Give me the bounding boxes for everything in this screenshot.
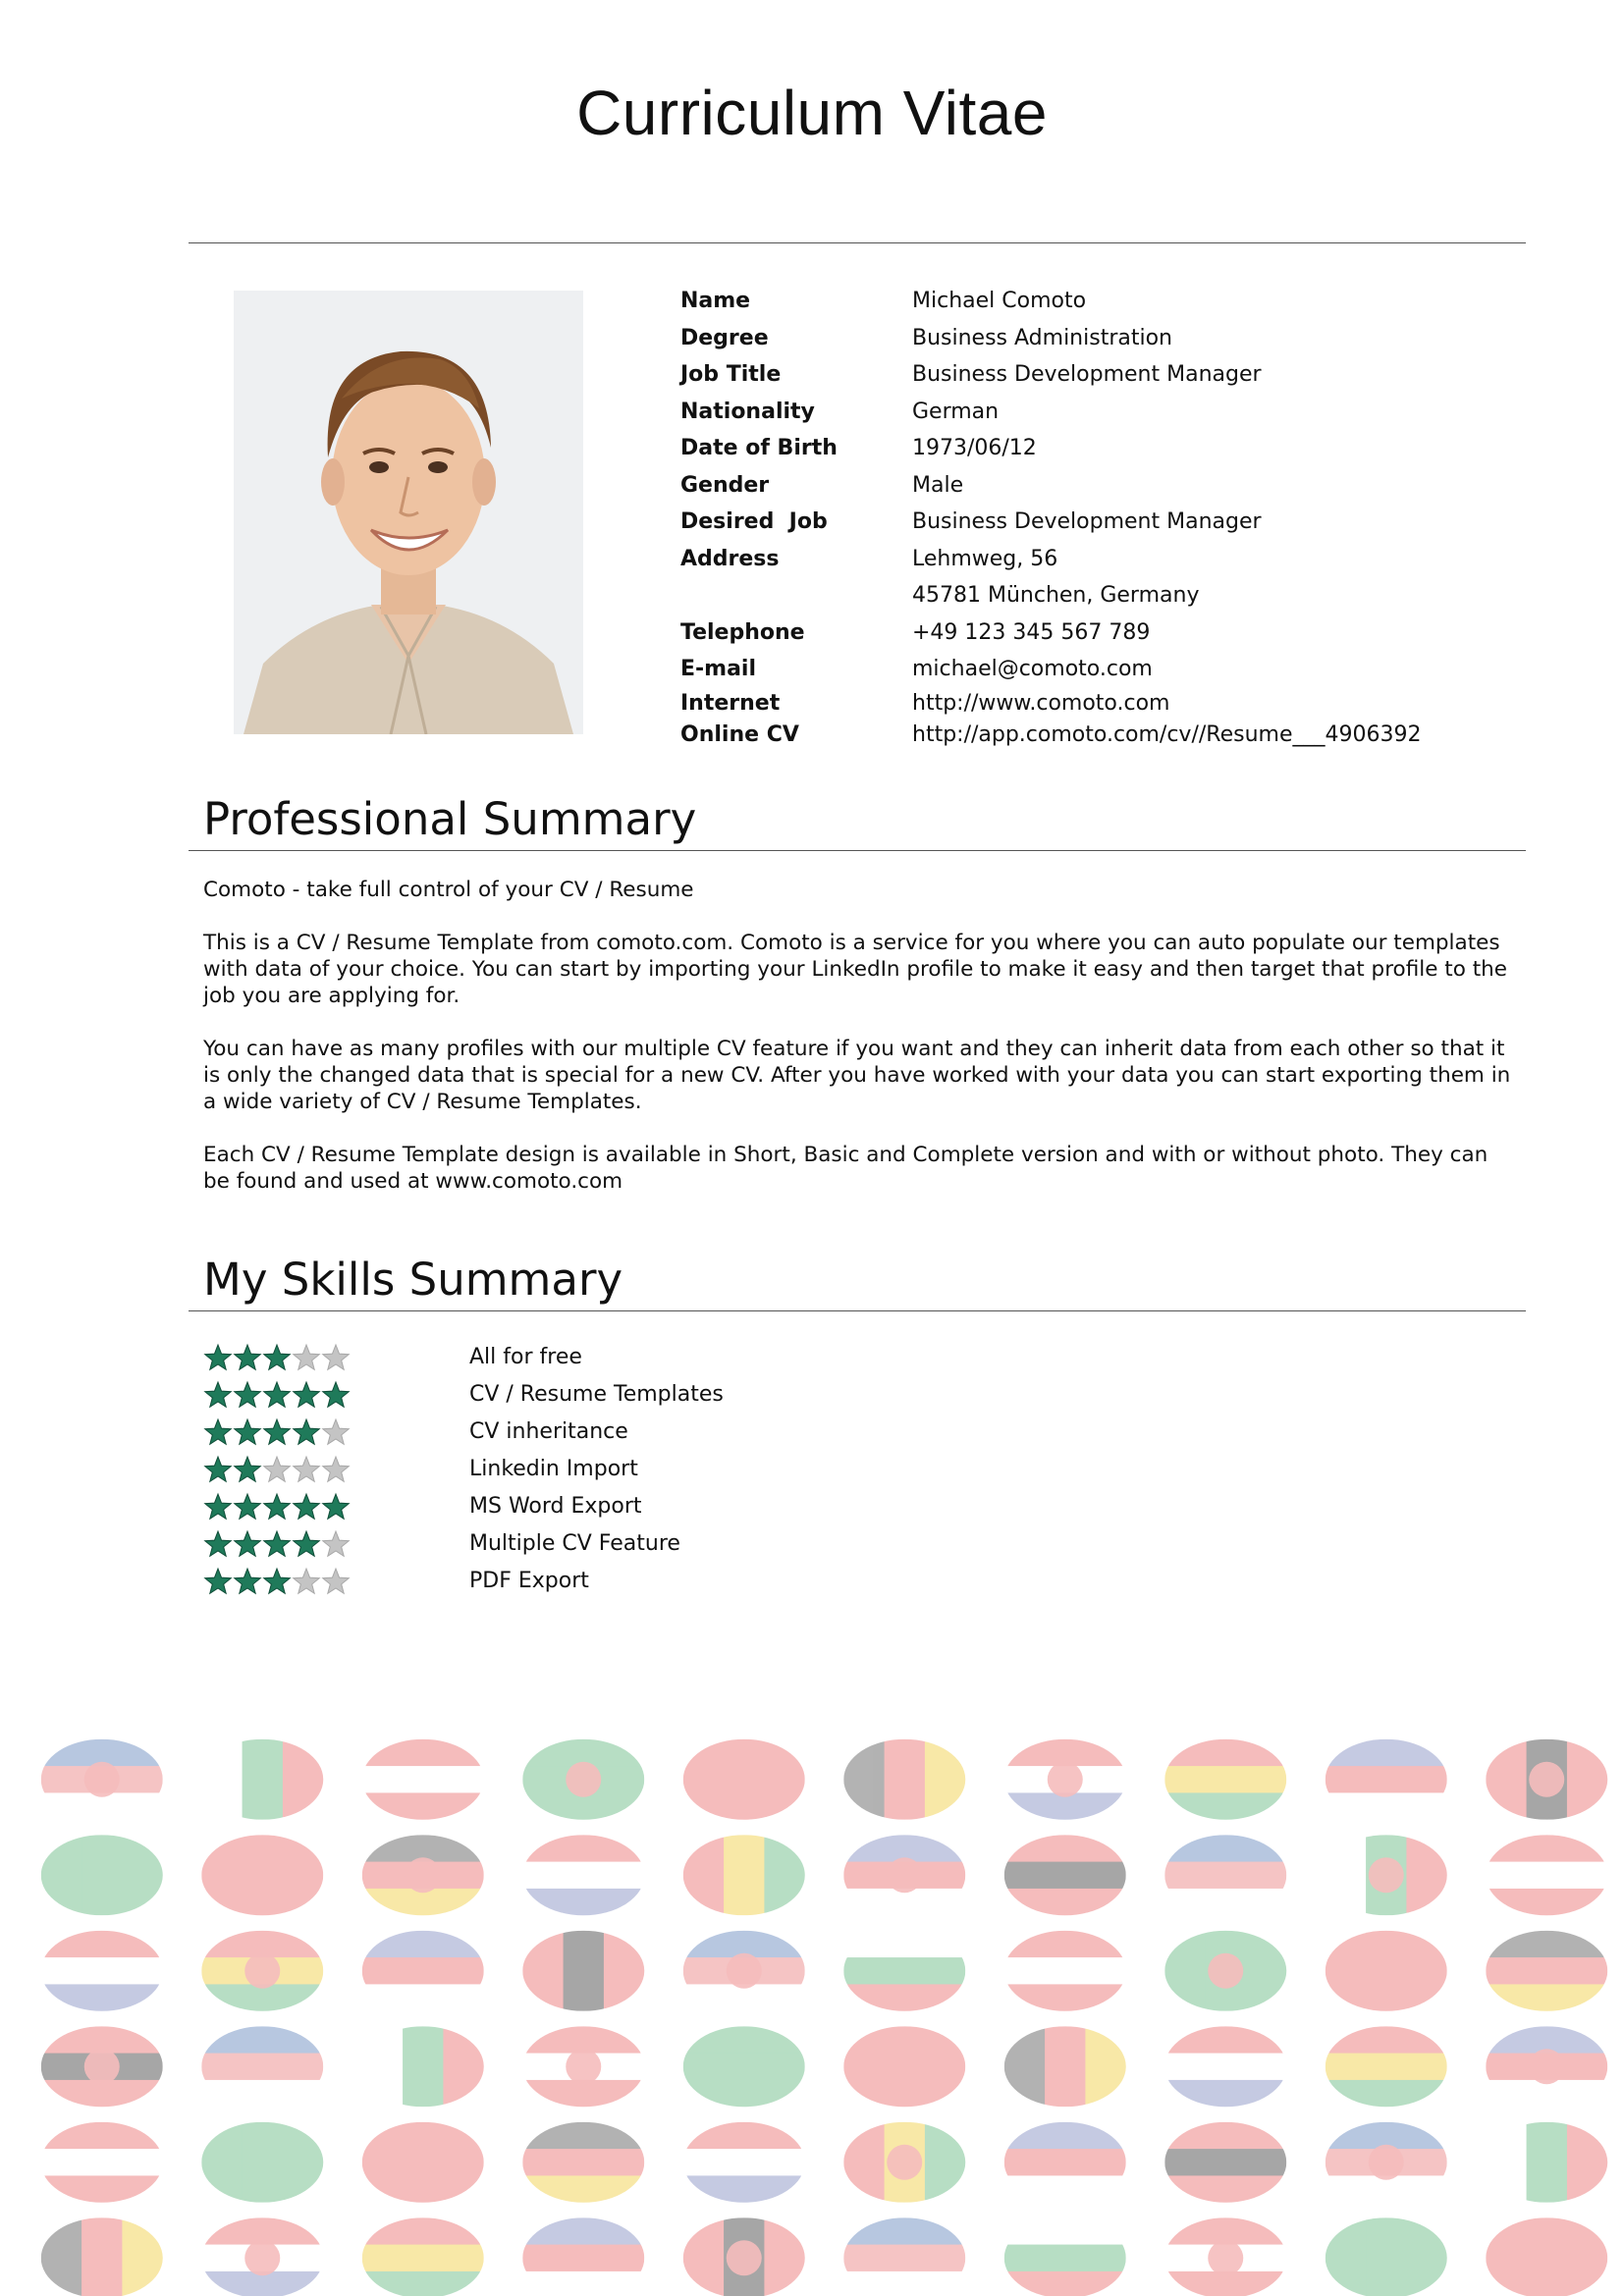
south-korea-flag-icon [522, 1835, 644, 1916]
estonia-flag-icon [201, 1931, 323, 2012]
panama-flag-icon [1164, 1835, 1286, 1916]
south-africa-flag-icon [843, 2026, 965, 2108]
star-filled-icon [205, 1419, 232, 1444]
star-empty-icon [323, 1569, 350, 1593]
star-filled-icon [294, 1382, 320, 1407]
jamaica-flag-icon [201, 1835, 323, 1916]
skill-label: Linkedin Import [469, 1457, 638, 1481]
colombia-flag-icon [41, 2026, 163, 2108]
canada-flag-icon [683, 1835, 806, 1915]
kuwait-flag-icon [1004, 1835, 1126, 1916]
detail-value: Business Development Manager [912, 509, 1262, 534]
turkey-flag-icon [683, 1739, 805, 1821]
star-filled-icon [264, 1419, 291, 1444]
skill-rating-stars [203, 1343, 351, 1372]
skill-rating-stars [203, 1567, 351, 1596]
detail-value: 1973/06/12 [912, 436, 1037, 460]
detail-label: Address [680, 546, 780, 571]
ghana-flag-icon [1164, 1739, 1286, 1821]
kuwait-flag-icon [522, 2217, 644, 2296]
uruguay-flag-icon [1486, 1931, 1607, 2012]
detail-row-internet [680, 688, 1544, 720]
skills-summary-heading: My Skills Summary [203, 1254, 623, 1306]
star-filled-icon [264, 1494, 291, 1519]
star-filled-icon [235, 1494, 261, 1519]
star-filled-icon [205, 1345, 232, 1369]
skill-rating-stars [203, 1417, 351, 1447]
kenya-flag-icon [683, 2026, 805, 2108]
summary-paragraph: This is a CV / Resume Template from comoto.com. Comoto is a service for you where you can auto populate our templates with data of your choice. You can start by importing your LinkedIn profile to make it easy and then target that profile to the job you are applying for. [203, 931, 1507, 1008]
detail-row-telephone [680, 614, 1544, 652]
detail-label: Online CV [680, 721, 799, 747]
senegal-flag-icon [1164, 2122, 1286, 2204]
star-filled-icon [294, 1419, 320, 1444]
kosovo-flag-icon [843, 2122, 966, 2203]
detail-value: Lehmweg, 56 [912, 546, 1058, 571]
romania-flag-icon [1486, 2217, 1607, 2296]
japan-flag-icon [41, 1835, 164, 1915]
skill-label: CV / Resume Templates [469, 1382, 724, 1407]
skill-label: CV inheritance [469, 1419, 628, 1444]
star-filled-icon [323, 1494, 350, 1519]
skill-rating-stars [203, 1455, 351, 1484]
detail-label: Degree [680, 325, 769, 350]
algeria-flag-icon [1004, 1931, 1126, 2012]
document-title: Curriculum Vitae [576, 78, 1048, 148]
detail-label: E-mail [680, 657, 757, 681]
detail-row-address [680, 541, 1544, 578]
flags-image [29, 1712, 1620, 2296]
detail-label: Desired Job [680, 509, 828, 534]
star-filled-icon [205, 1457, 232, 1481]
russia-flag-icon [843, 2217, 965, 2296]
detail-value: +49 123 345 567 789 [912, 619, 1151, 645]
detail-value: Business Development Manager [912, 362, 1262, 387]
star-filled-icon [235, 1345, 261, 1369]
star-filled-icon [264, 1345, 291, 1369]
tunisia-flag-icon [1326, 2122, 1447, 2204]
professional-summary-heading: Professional Summary [203, 793, 697, 845]
finland-flag-icon [362, 2122, 484, 2204]
star-filled-icon [205, 1531, 232, 1556]
north-macedonia-flag-icon [1326, 1931, 1447, 2012]
section-divider [189, 850, 1526, 851]
personal-details [680, 283, 1544, 751]
summary-paragraph: Comoto - take full control of your CV / Resume [203, 878, 694, 902]
detail-row-email [680, 651, 1544, 688]
summary-paragraph: Each CV / Resume Template design is available in Short, Basic and Complete version and with or without photo. They can be found and used at www.comoto.com [203, 1143, 1489, 1194]
detail-value: http://app.comoto.com/cv//Resume___4906392 [912, 721, 1422, 747]
sweden-flag-icon [1326, 1835, 1448, 1915]
angola-flag-icon [1486, 1739, 1608, 1820]
austria-flag-icon [362, 1739, 484, 1821]
detail-value: Business Administration [912, 325, 1172, 350]
france-flag-icon [362, 2217, 484, 2296]
detail-value: Michael Comoto [912, 289, 1087, 313]
germany-flag-icon [843, 1739, 966, 1820]
star-filled-icon [235, 1569, 261, 1593]
liberia-flag-icon [201, 2217, 323, 2296]
mauritania-flag-icon [683, 2122, 805, 2204]
austria-flag-icon [362, 1835, 484, 1916]
detail-label: Gender [680, 472, 770, 498]
title-divider [189, 242, 1526, 243]
star-filled-icon [235, 1419, 261, 1444]
star-filled-icon [205, 1382, 232, 1407]
star-empty-icon [294, 1569, 320, 1593]
star-empty-icon [323, 1419, 350, 1444]
detail-value: German [912, 399, 1000, 424]
united-nations-flag-icon [522, 2026, 644, 2108]
detail-value: michael@comoto.com [912, 657, 1153, 681]
italy-flag-icon [201, 2122, 324, 2203]
detail-value: 45781 München, Germany [912, 583, 1200, 608]
star-empty-icon [294, 1457, 320, 1481]
detail-row-degree [680, 320, 1544, 357]
profile-photo [234, 291, 583, 734]
star-filled-icon [294, 1531, 320, 1556]
netherlands-flag-icon [1486, 1835, 1607, 1916]
star-empty-icon [323, 1531, 350, 1556]
china-flag-icon [41, 2217, 164, 2296]
skill-label: PDF Export [469, 1569, 589, 1593]
czech-republic-flag-icon [362, 1931, 484, 2012]
european-union-flag-icon [41, 1931, 163, 2012]
star-filled-icon [294, 1494, 320, 1519]
skill-label: MS Word Export [469, 1494, 642, 1519]
detail-row-online-cv [680, 720, 1544, 751]
bosnia-flag-icon [683, 2217, 806, 2296]
cuba-flag-icon [1004, 2217, 1126, 2296]
detail-value: Male [912, 472, 964, 498]
spain-flag-icon [522, 2122, 644, 2204]
detail-row-job-title [680, 356, 1544, 394]
belarus-flag-icon [1326, 2026, 1447, 2108]
skill-label: All for free [469, 1345, 582, 1369]
detail-label: Job Title [680, 362, 782, 387]
united-kingdom-flag-icon [1486, 2122, 1608, 2203]
australia-flag-icon [41, 1739, 163, 1821]
detail-label: Nationality [680, 399, 815, 424]
detail-row-name [680, 283, 1544, 320]
star-empty-icon [323, 1457, 350, 1481]
saudi-arabia-flag-icon [522, 1739, 644, 1821]
detail-label: Date of Birth [680, 436, 838, 460]
skill-rating-stars [203, 1380, 351, 1410]
star-filled-icon [264, 1569, 291, 1593]
star-empty-icon [323, 1345, 350, 1369]
skill-rating-stars [203, 1529, 351, 1559]
denmark-flag-icon [362, 2026, 485, 2107]
star-filled-icon [264, 1382, 291, 1407]
star-filled-icon [205, 1569, 232, 1593]
decorative-flags-grid [29, 1712, 1620, 2296]
nigeria-flag-icon [1164, 2026, 1286, 2108]
detail-label: Telephone [680, 619, 805, 645]
summary-paragraph: You can have as many profiles with our multiple CV feature if you want and they can inherit data from each other so that it is only the changed data that is special for a new CV. After you have worked with your data you can start exporting them in a wide variety of CV / Resume Templates. [203, 1037, 1511, 1114]
burkina-faso-flag-icon [201, 2026, 323, 2108]
detail-row-date-of-birth [680, 430, 1544, 467]
bahrain-flag-icon [1004, 2122, 1126, 2204]
greece-flag-icon [843, 1835, 965, 1916]
norway-flag-icon [1004, 1739, 1126, 1821]
person-portrait-image [234, 291, 583, 734]
detail-row-address-line-2 [680, 577, 1544, 614]
star-filled-icon [235, 1531, 261, 1556]
usa-flag-icon [1486, 2026, 1607, 2108]
star-filled-icon [264, 1531, 291, 1556]
section-divider [189, 1310, 1526, 1311]
skill-rating-stars [203, 1492, 351, 1522]
star-filled-icon [235, 1457, 261, 1481]
malaysia-flag-icon [1326, 1739, 1447, 1821]
star-empty-icon [294, 1345, 320, 1369]
israel-flag-icon [1164, 1931, 1287, 2011]
professional-summary-text [203, 877, 1519, 1221]
detail-row-nationality [680, 394, 1544, 431]
argentina-flag-icon [1326, 2217, 1448, 2296]
indonesia-flag-icon [1004, 2026, 1127, 2107]
pakistan-flag-icon [843, 1931, 965, 2012]
north-korea-flag-icon [522, 1931, 645, 2011]
detail-label: Name [680, 289, 751, 313]
star-empty-icon [264, 1457, 291, 1481]
bulgaria-flag-icon [201, 1739, 324, 1820]
brazil-flag-icon [41, 2122, 163, 2204]
switzerland-flag-icon [1164, 2217, 1286, 2296]
detail-row-desired-job [680, 504, 1544, 541]
albania-flag-icon [683, 1931, 805, 2012]
detail-value: http://www.comoto.com [912, 690, 1170, 716]
star-filled-icon [323, 1382, 350, 1407]
star-filled-icon [235, 1382, 261, 1407]
star-filled-icon [205, 1494, 232, 1519]
detail-label: Internet [680, 690, 781, 716]
detail-row-gender [680, 467, 1544, 505]
skill-label: Multiple CV Feature [469, 1531, 680, 1556]
